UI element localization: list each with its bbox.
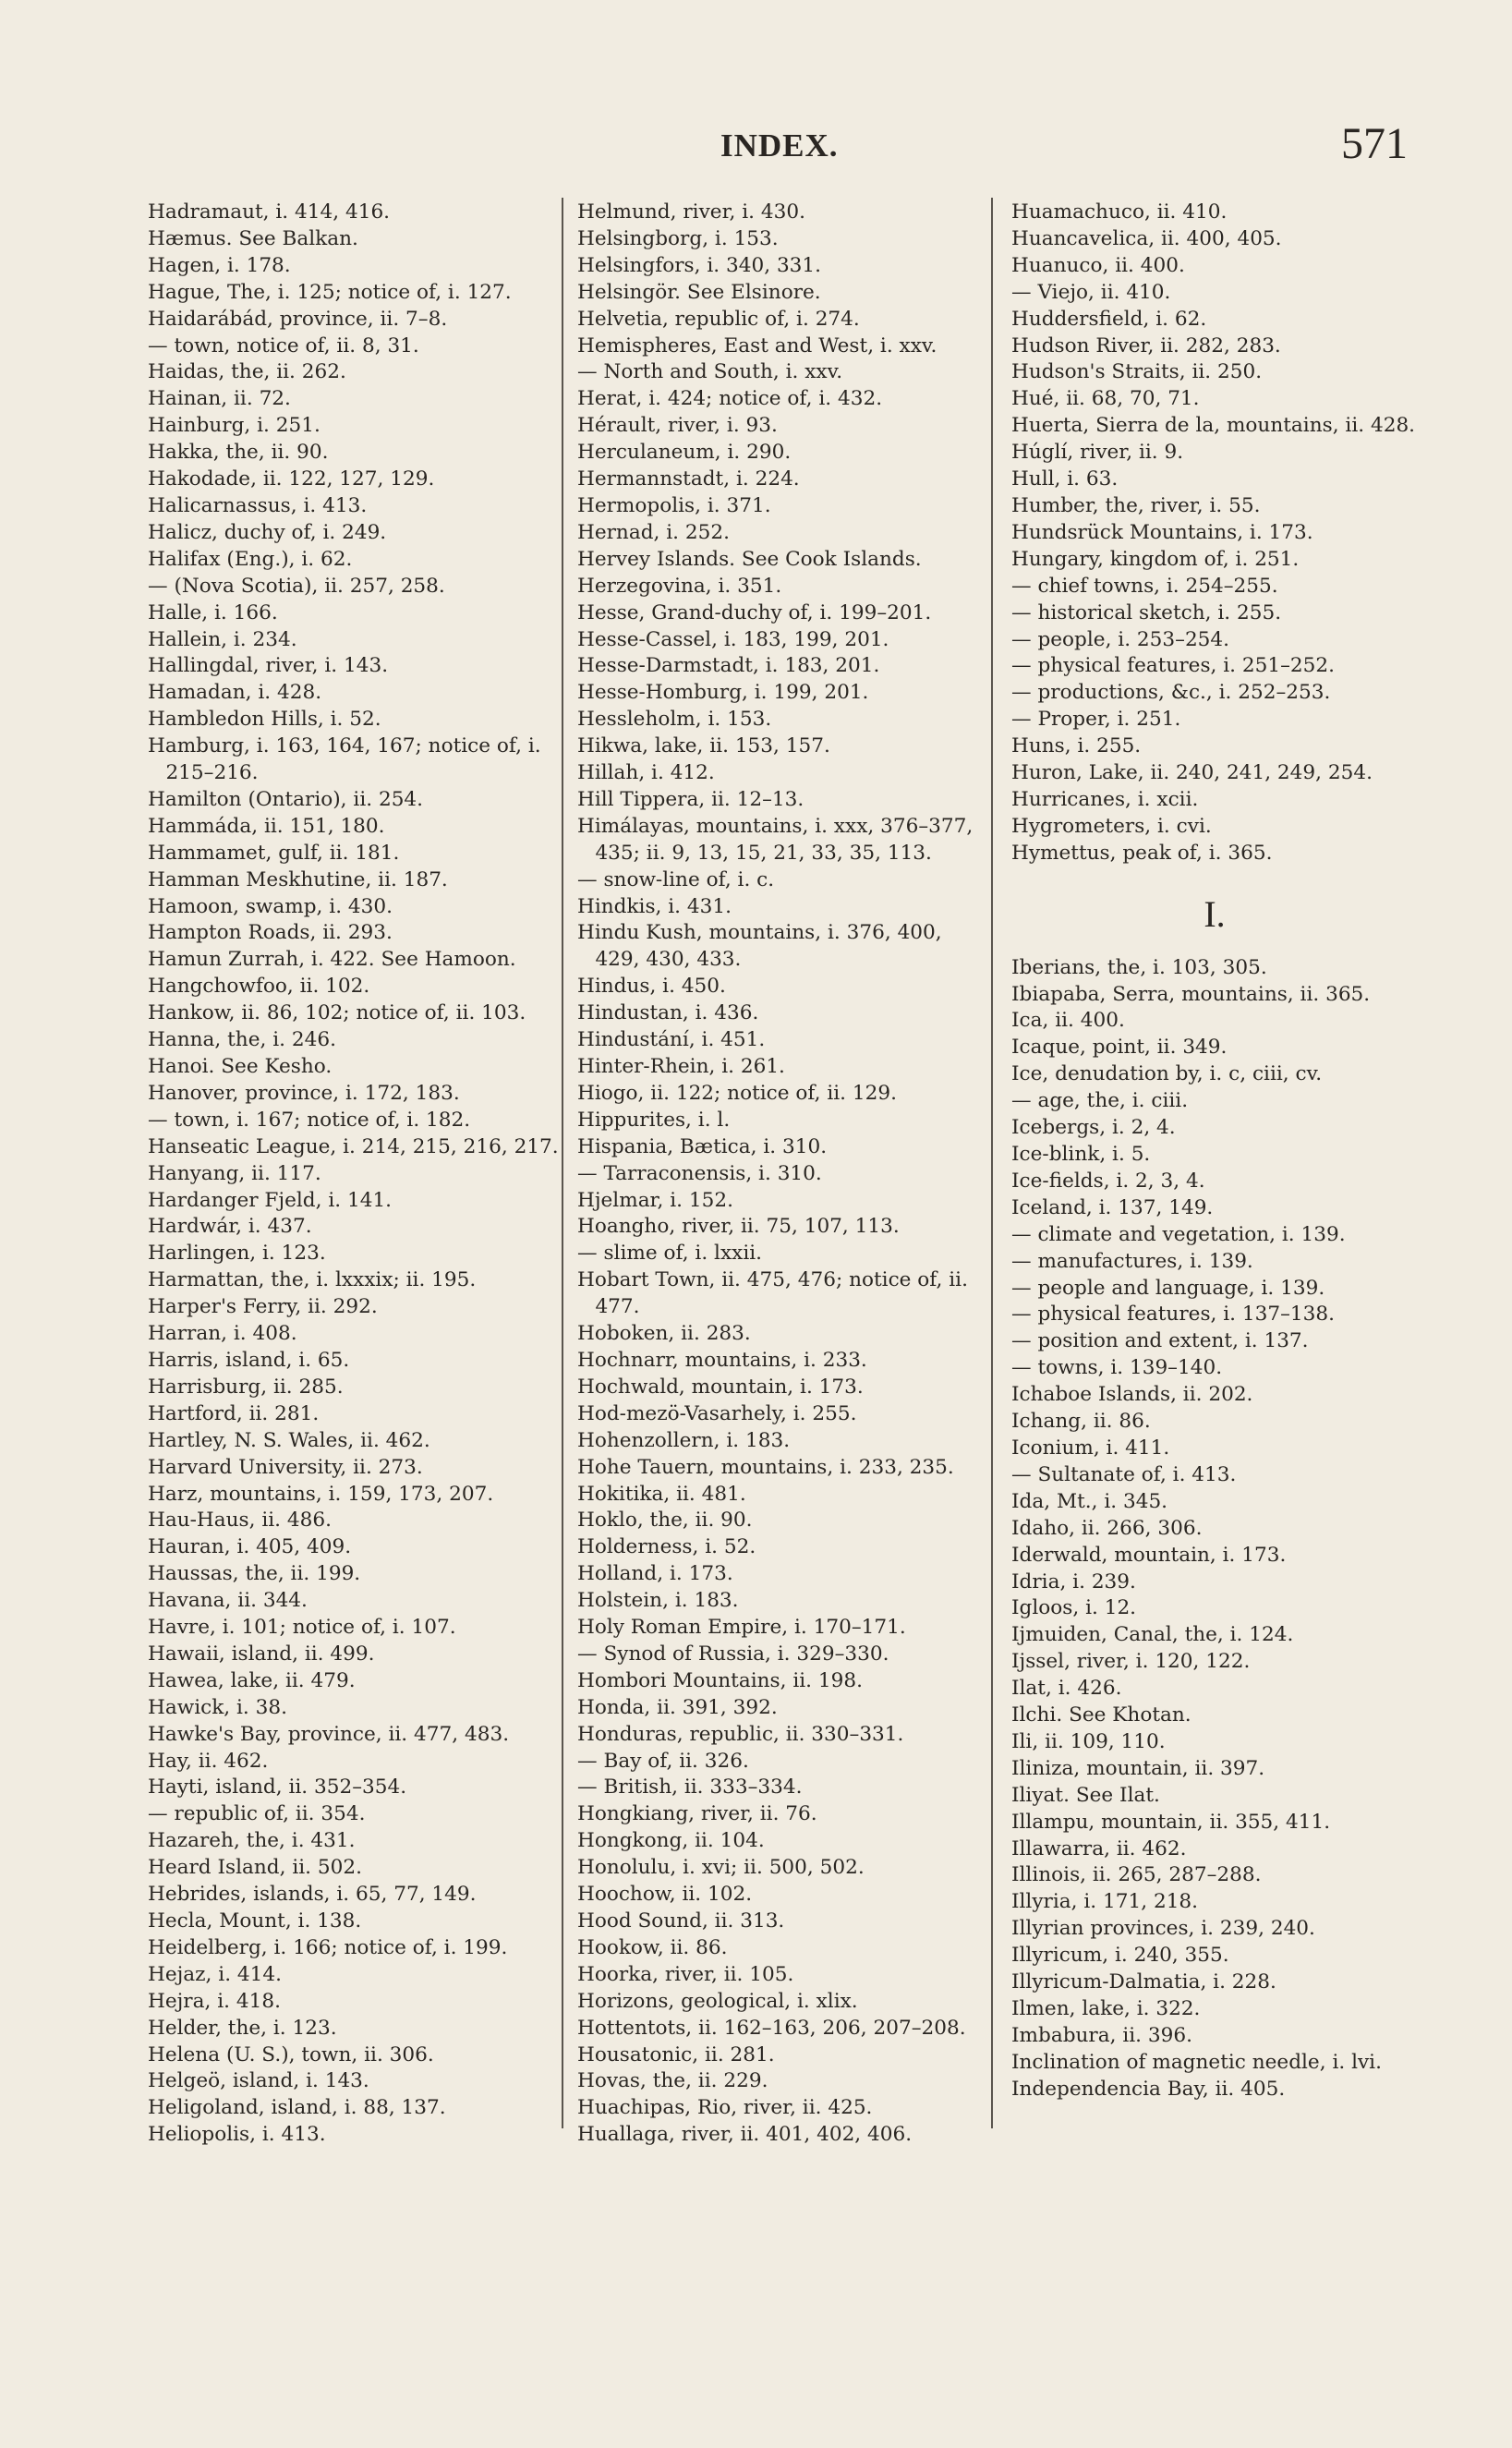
index-entry: Hagen, i. 178. [148,253,291,277]
index-entry: Helsingör. See Elsinore. [577,280,821,304]
index-entry: Hampton Roads, ii. 293. [148,921,393,945]
index-entry: Idria, i. 239. [1011,1569,1136,1594]
index-entry: Harlingen, i. 123. [148,1242,326,1266]
index-entry: Hudson's Straits, ii. 250. [1011,360,1263,384]
index-entry: — Bay of, ii. 326. [577,1749,749,1773]
index-entry: Hermopolis, i. 371. [577,493,771,517]
index-entry: Huanuco, ii. 400. [1011,253,1185,277]
index-entry: Hazareh, the, i. 431. [148,1829,356,1853]
index-entry: — town, i. 167; notice of, i. 182. [148,1108,471,1132]
index-entry: Hymettus, peak of, i. 365. [1011,841,1273,865]
index-entry: Independencia Bay, ii. 405. [1011,2077,1286,2101]
index-entry: Hinter-Rhein, i. 261. [577,1055,785,1078]
column-divider [991,198,993,2128]
index-entry: Hindus, i. 450. [577,975,726,999]
index-entry: Hanseatic League, i. 214, 215, 216, 217. [148,1134,559,1158]
index-entry: Hejaz, i. 414. [148,1962,282,1986]
index-entry: Honda, ii. 391, 392. [577,1695,778,1719]
index-entry: Hiogo, ii. 122; notice of, ii. 129. [577,1081,897,1105]
index-entry: Hague, The, i. 125; notice of, i. 127. [148,280,512,304]
index-entry: Hué, ii. 68, 70, 71. [1011,387,1200,411]
index-entry: — British, ii. 333–334. [577,1775,803,1800]
index-entry: Hanyang, ii. 117. [148,1161,321,1185]
index-column-3-part-i [1011,955,1418,2103]
index-entry: Hull, i. 63. [1011,467,1119,491]
index-entry: — Tarraconensis, i. 310. [577,1161,822,1185]
index-entry: Hardwár, i. 437. [148,1215,312,1239]
index-entry: Huancavelica, ii. 400, 405. [1011,226,1282,250]
index-entry: Hesse, Grand-duchy of, i. 199–201. [577,600,932,624]
index-entry: Hoorka, river, ii. 105. [577,1962,794,1986]
index-entry: Hesse-Cassel, i. 183, 199, 201. [577,627,889,651]
index-entry: Helsingfors, i. 340, 331. [577,253,822,277]
index-entry: Hood Sound, ii. 313. [577,1909,785,1933]
index-entry: — towns, i. 139–140. [1011,1356,1223,1380]
index-entry: Hindu Kush, mountains, i. 376, 400, 429, 430, 433. [577,921,942,972]
index-entry: — historical sketch, i. 255. [1011,600,1282,624]
index-entry: Halifax (Eng.), i. 62. [148,547,353,571]
index-entry: Havre, i. 101; notice of, i. 107. [148,1616,456,1640]
index-entry: Helsingborg, i. 153. [577,226,779,250]
index-entry: Iberians, the, i. 103, 305. [1011,955,1267,979]
section-letter-i: I. [1204,892,1226,935]
index-entry: Hobart Town, ii. 475, 476; notice of, ii. 477. [577,1268,968,1319]
index-entry: Havana, ii. 344. [148,1589,308,1613]
index-entry: — slime of, i. lxxii. [577,1242,762,1266]
index-entry: Holstein, i. 183. [577,1589,739,1613]
index-entry: Ijssel, river, i. 120, 122. [1011,1650,1251,1674]
index-entry: Hindkis, i. 431. [577,894,732,918]
index-entry: Hakodade, ii. 122, 127, 129. [148,467,435,491]
index-entry: Hundsrück Mountains, i. 173. [1011,520,1313,544]
index-column-3-part-h [1011,200,1418,867]
index-entry: Hoangho, river, ii. 75, 107, 113. [577,1215,900,1239]
index-entry: Heligoland, island, i. 88, 137. [148,2096,446,2120]
index-entry: Hawaii, island, ii. 499. [148,1642,375,1666]
index-entry: Hervey Islands. See Cook Islands. [577,547,922,571]
index-entry: Igloos, i. 12. [1011,1596,1137,1620]
index-entry: Hudson River, ii. 282, 283. [1011,333,1281,358]
index-entry: — position and extent, i. 137. [1011,1329,1309,1353]
index-entry: Harris, island, i. 65. [148,1348,350,1372]
index-entry: Herculaneum, i. 290. [577,441,792,465]
index-entry: Iliyat. See Ilat. [1011,1783,1160,1807]
index-entry: Hallingdal, river, i. 143. [148,654,389,678]
index-entry: Heard Island, ii. 502. [148,1856,362,1880]
index-entry: Huallaga, river, ii. 401, 402, 406. [577,2123,913,2147]
index-entry: Illawarra, ii. 462. [1011,1836,1187,1860]
index-entry: — snow-line of, i. c. [577,867,775,891]
index-entry: Hawick, i. 38. [148,1695,287,1719]
index-entry: Heliopolis, i. 413. [148,2123,326,2147]
index-entry: Huns, i. 255. [1011,734,1142,758]
index-entry: Illyrian provinces, i. 239, 240. [1011,1917,1315,1941]
index-entry: Hérault, river, i. 93. [577,414,778,438]
index-entry: Huerta, Sierra de la, mountains, ii. 428. [1011,414,1416,438]
index-entry: Hesse-Homburg, i. 199, 201. [577,681,869,705]
index-entry: Hammáda, ii. 151, 180. [148,814,385,838]
index-entry: Halicarnassus, i. 413. [148,493,368,517]
index-entry: Iconium, i. 411. [1011,1436,1170,1460]
index-entry: Hallein, i. 234. [148,627,297,651]
index-entry: Hanoi. See Kesho. [148,1055,333,1078]
index-entry: Hadramaut, i. 414, 416. [148,200,391,224]
index-entry: Humber, the, river, i. 55. [1011,493,1261,517]
index-entry: Huamachuco, ii. 410. [1011,200,1228,224]
index-entry: Harrisburg, ii. 285. [148,1375,344,1399]
index-entry: Haussas, the, ii. 199. [148,1562,361,1586]
index-entry: — physical features, i. 137–138. [1011,1303,1335,1327]
index-entry: Hartford, ii. 281. [148,1401,320,1425]
index-entry: — productions, &c., i. 252–253. [1011,681,1331,705]
index-entry: Icaque, point, ii. 349. [1011,1036,1228,1060]
index-entry: Hoklo, the, ii. 90. [577,1509,753,1533]
index-entry: — (Nova Scotia), ii. 257, 258. [148,574,445,598]
index-entry: Hammamet, gulf, ii. 181. [148,841,400,865]
index-entry: Hamman Meskhutine, ii. 187. [148,867,448,891]
index-entry: Horizons, geological, i. xlix. [577,1989,858,2013]
index-entry: Haidarábád, province, ii. 7–8. [148,307,448,331]
column-divider [562,198,563,2128]
index-entry: Illinois, ii. 265, 287–288. [1011,1863,1262,1887]
index-entry: Hamadan, i. 428. [148,681,322,705]
index-entry: Hurricanes, i. xcii. [1011,787,1199,811]
index-entry: Hecla, Mount, i. 138. [148,1909,362,1933]
page-number: 571 [1341,119,1408,168]
index-entry: Hainburg, i. 251. [148,414,321,438]
index-entry: — republic of, ii. 354. [148,1802,366,1826]
index-entry: Ica, ii. 400. [1011,1009,1125,1033]
index-entry: Ice, denudation by, i. c, ciii, cv. [1011,1062,1323,1086]
index-entry: Hovas, the, ii. 229. [577,2069,768,2093]
index-entry: Ilat, i. 426. [1011,1677,1122,1701]
index-entry: — Viejo, ii. 410. [1011,280,1171,304]
index-entry: Hesse-Darmstadt, i. 183, 201. [577,654,880,678]
index-entry: — North and South, i. xxv. [577,360,843,384]
index-entry: Illyricum, i. 240, 355. [1011,1944,1229,1968]
index-entry: Halicz, duchy of, i. 249. [148,520,387,544]
index-entry: Hakka, the, ii. 90. [148,441,329,465]
index-entry: Hanover, province, i. 172, 183. [148,1081,460,1105]
index-entry: — chief towns, i. 254–255. [1011,574,1278,598]
index-entry: — Sultanate of, i. 413. [1011,1462,1237,1486]
index-entry: Ilmen, lake, i. 322. [1011,1997,1201,2020]
index-entry: Hamilton (Ontario), ii. 254. [148,787,424,811]
index-entry: Hippurites, i. l. [577,1108,731,1132]
index-entry: Hohenzollern, i. 183. [577,1428,791,1452]
index-entry: Illyria, i. 171, 218. [1011,1890,1199,1914]
index-column-3 [1011,200,1418,2103]
index-entry: Hau-Haus, ii. 486. [148,1509,332,1533]
index-entry: Helgeö, island, i. 143. [148,2069,369,2093]
index-entry: Huddersfield, i. 62. [1011,307,1207,331]
index-entry: Iliniza, mountain, ii. 397. [1011,1756,1265,1780]
index-entry: Haidas, the, ii. 262. [148,360,346,384]
index-entry: Icebergs, i. 2, 4. [1011,1116,1176,1140]
index-entry: Hessleholm, i. 153. [577,708,772,732]
index-entry: Illyricum-Dalmatia, i. 228. [1011,1970,1276,1994]
index-entry: Hernad, i. 252. [577,520,730,544]
index-entry: Hookow, ii. 86. [577,1935,728,1959]
index-entry: Hæmus. See Balkan. [148,226,358,250]
index-entry: Hauran, i. 405, 409. [148,1535,352,1559]
index-column-2 [577,200,988,2149]
index-entry: Heidelberg, i. 166; notice of, i. 199. [148,1935,508,1959]
index-entry: Hoboken, ii. 283. [577,1322,751,1346]
index-entry: Harvard University, ii. 273. [148,1455,423,1479]
index-entry: Holderness, i. 52. [577,1535,756,1559]
index-entry: Illampu, mountain, ii. 355, 411. [1011,1810,1331,1834]
index-entry: Huachipas, Rio, river, ii. 425. [577,2096,873,2120]
index-entry: Hongkong, ii. 104. [577,1829,765,1853]
index-entry: — town, notice of, ii. 8, 31. [148,333,419,358]
index-entry: Hod-mezö-Vasarhely, i. 255. [577,1401,857,1425]
index-entry: Hejra, i. 418. [148,1989,281,2013]
index-entry: Housatonic, ii. 281. [577,2042,775,2066]
index-entry: Hawke's Bay, province, ii. 477, 483. [148,1722,510,1746]
index-entry: Hikwa, lake, ii. 153, 157. [577,734,830,758]
index-entry: Hoochow, ii. 102. [577,1883,753,1907]
index-entry: — manufactures, i. 139. [1011,1249,1253,1273]
index-entry: Hindustání, i. 451. [577,1028,766,1052]
index-entry: Herzegovina, i. 351. [577,574,782,598]
index-entry: Hawea, lake, ii. 479. [148,1668,356,1692]
index-entry: Holy Roman Empire, i. 170–171. [577,1616,906,1640]
index-entry: Ibiapaba, Serra, mountains, ii. 365. [1011,982,1371,1006]
index-entry: Idaho, ii. 266, 306. [1011,1516,1203,1540]
index-entry: Ida, Mt., i. 345. [1011,1489,1168,1513]
index-entry: Hemispheres, East and West, i. xxv. [577,333,937,358]
index-entry: Hartley, N. S. Wales, ii. 462. [148,1428,430,1452]
page-header [0,118,1512,174]
index-entry: Hamun Zurrah, i. 422. See Hamoon. [148,948,516,972]
index-entry: Hochwald, mountain, i. 173. [577,1375,864,1399]
index-entry: Hill Tippera, ii. 12–13. [577,787,804,811]
index-entry: Ichang, ii. 86. [1011,1410,1151,1434]
index-entry: — physical features, i. 251–252. [1011,654,1335,678]
index-entry: Ichaboe Islands, ii. 202. [1011,1383,1253,1407]
index-entry: Hanna, the, i. 246. [148,1028,336,1052]
index-entry: Hangchowfoo, ii. 102. [148,975,370,999]
index-entry: Hottentots, ii. 162–163, 206, 207–208. [577,2016,966,2040]
index-entry: Hermannstadt, i. 224. [577,467,800,491]
index-entry: Hamoon, swamp, i. 430. [148,894,393,918]
index-entry: Hamburg, i. 163, 164, 167; notice of, i. 215–216. [148,734,541,785]
index-entry: — age, the, i. ciii. [1011,1089,1189,1113]
index-entry: Iceland, i. 137, 149. [1011,1195,1214,1219]
index-entry: Ilchi. See Khotan. [1011,1703,1191,1727]
index-entry: Hohe Tauern, mountains, i. 233, 235. [577,1455,954,1479]
index-entry: Inclination of magnetic needle, i. lvi. [1011,2050,1382,2074]
index-entry: Ili, ii. 109, 110. [1011,1729,1166,1753]
index-entry: Hochnarr, mountains, i. 233. [577,1348,867,1372]
index-entry: Hindustan, i. 436. [577,1001,759,1025]
index-entry: Hainan, ii. 72. [148,387,291,411]
index-entry: Honduras, republic, ii. 330–331. [577,1722,904,1746]
index-entry: Helvetia, republic of, i. 274. [577,307,860,331]
index-entry: Holland, i. 173. [577,1562,733,1586]
index-entry: Harmattan, the, i. lxxxix; ii. 195. [148,1268,477,1292]
index-entry: Hayti, island, ii. 352–354. [148,1775,407,1800]
index-entry: — Proper, i. 251. [1011,708,1181,732]
index-entry: Himálayas, mountains, i. xxx, 376–377, 435; ii. 9, 13, 15, 21, 33, 35, 113. [577,814,974,865]
index-entry: Hankow, ii. 86, 102; notice of, ii. 103. [148,1001,526,1025]
index-entry: Hungary, kingdom of, i. 251. [1011,547,1300,571]
index-entry: — Synod of Russia, i. 329–330. [577,1642,889,1666]
index-entry: Hispania, Bætica, i. 310. [577,1134,828,1158]
index-entry: Hebrides, islands, i. 65, 77, 149. [148,1883,477,1907]
index-entry: Harz, mountains, i. 159, 173, 207. [148,1482,494,1506]
index-entry: Huron, Lake, ii. 240, 241, 249, 254. [1011,761,1373,785]
index-entry: Harran, i. 408. [148,1322,297,1346]
index-entry: Imbabura, ii. 396. [1011,2023,1192,2047]
index-entry: Ijmuiden, Canal, the, i. 124. [1011,1623,1294,1647]
index-column-1 [148,200,559,2149]
index-entry: Hay, ii. 462. [148,1749,269,1773]
index-entry: Honolulu, i. xvi; ii. 500, 502. [577,1856,865,1880]
index-entry: Hombori Mountains, ii. 198. [577,1668,863,1692]
index-entry: Herat, i. 424; notice of, i. 432. [577,387,883,411]
index-entry: Iderwald, mountain, i. 173. [1011,1543,1287,1567]
index-entry: Harper's Ferry, ii. 292. [148,1295,378,1319]
index-entry: Húglí, river, ii. 9. [1011,441,1184,465]
index-entry: — people and language, i. 139. [1011,1276,1325,1300]
index-entry: — climate and vegetation, i. 139. [1011,1222,1346,1246]
index-entry: Hillah, i. 412. [577,761,715,785]
index-entry: Halle, i. 166. [148,600,278,624]
index-entry: Hygrometers, i. cvi. [1011,814,1212,838]
index-entry: Ice-fields, i. 2, 3, 4. [1011,1169,1205,1193]
index-entry: Helder, the, i. 123. [148,2016,337,2040]
index-entry: Helena (U. S.), town, ii. 306. [148,2042,434,2066]
index-entry: Hongkiang, river, ii. 76. [577,1802,817,1826]
index-entry: Hjelmar, i. 152. [577,1188,733,1212]
running-title: INDEX. [720,127,839,164]
index-entry: Hokitika, ii. 481. [577,1482,746,1506]
index-entry: Hambledon Hills, i. 52. [148,708,381,732]
index-entry: Helmund, river, i. 430. [577,200,805,224]
index-entry: Ice-blink, i. 5. [1011,1143,1151,1166]
index-entry: — people, i. 253–254. [1011,627,1230,651]
index-entry: Hardanger Fjeld, i. 141. [148,1188,393,1212]
